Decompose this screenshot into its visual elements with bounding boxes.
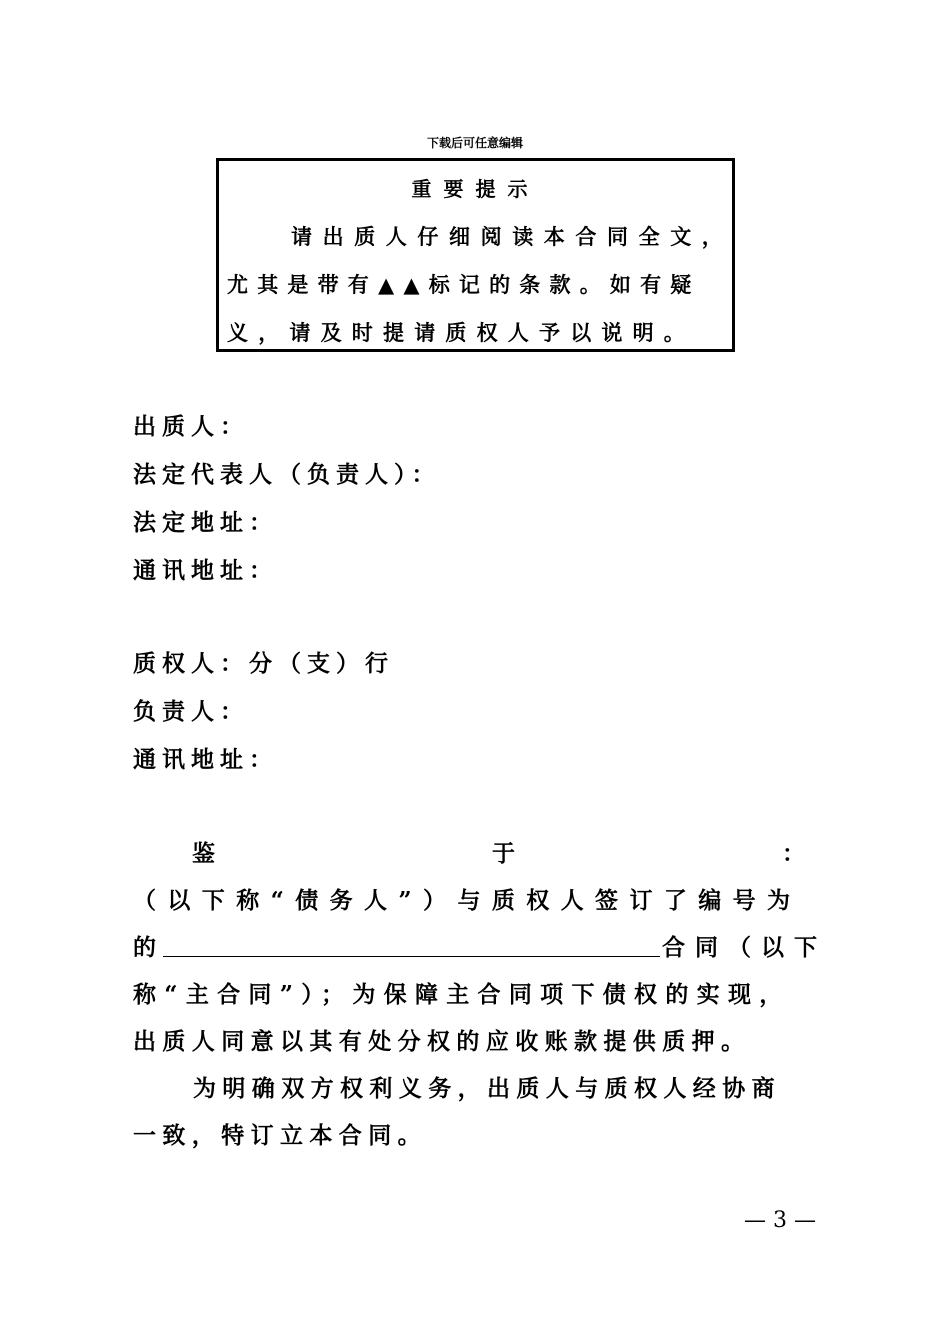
pledgor-legal-rep: 法定代表人（负责人）： bbox=[133, 461, 441, 488]
pledgee-contact-address: 通讯地址： bbox=[133, 746, 278, 773]
pledgee-label: 质权人：分（支）行 bbox=[133, 650, 394, 677]
notice-title: 重要提示 bbox=[411, 177, 540, 201]
notice-line-3: 义，请及时提请质权人予以说明。 bbox=[227, 320, 695, 345]
page-number: — 3 — bbox=[744, 1208, 816, 1233]
body-word-jian: 鉴 bbox=[192, 840, 215, 867]
body-line-6: 为明确双方权利义务，出质人与质权人经协商 bbox=[193, 1075, 781, 1102]
contract-number-blank bbox=[163, 956, 660, 957]
body-line-3-start: 的 bbox=[133, 934, 156, 961]
body-line-7: 一致，特订立本合同。 bbox=[133, 1122, 427, 1149]
pledgor-contact-address: 通讯地址： bbox=[133, 557, 278, 584]
notice-line-1: 请出质人仔细阅读本合同全文， bbox=[291, 224, 734, 249]
body-line-4: 称“主合同”）；为保障主合同项下债权的实现， bbox=[133, 981, 791, 1008]
body-word-yu: 于 bbox=[492, 840, 515, 867]
pledgor-label: 出质人： bbox=[133, 413, 249, 440]
body-line-2: （以下称“债务人”）与质权人签订了编号为 bbox=[133, 887, 802, 914]
body-line-5: 出质人同意以其有处分权的应收账款提供质押。 bbox=[133, 1028, 751, 1055]
important-notice-box bbox=[216, 158, 735, 352]
page-header-note: 下载后可任意编辑 bbox=[426, 136, 523, 150]
pledgor-legal-address: 法定地址： bbox=[133, 509, 278, 536]
pledgee-person-in-charge: 负责人： bbox=[133, 698, 249, 725]
body-line-3-end: 合同（以下 bbox=[662, 934, 827, 961]
body-colon: ： bbox=[782, 840, 805, 867]
notice-line-2: 尤其是带有▲▲标记的条款。如有疑 bbox=[227, 272, 701, 297]
